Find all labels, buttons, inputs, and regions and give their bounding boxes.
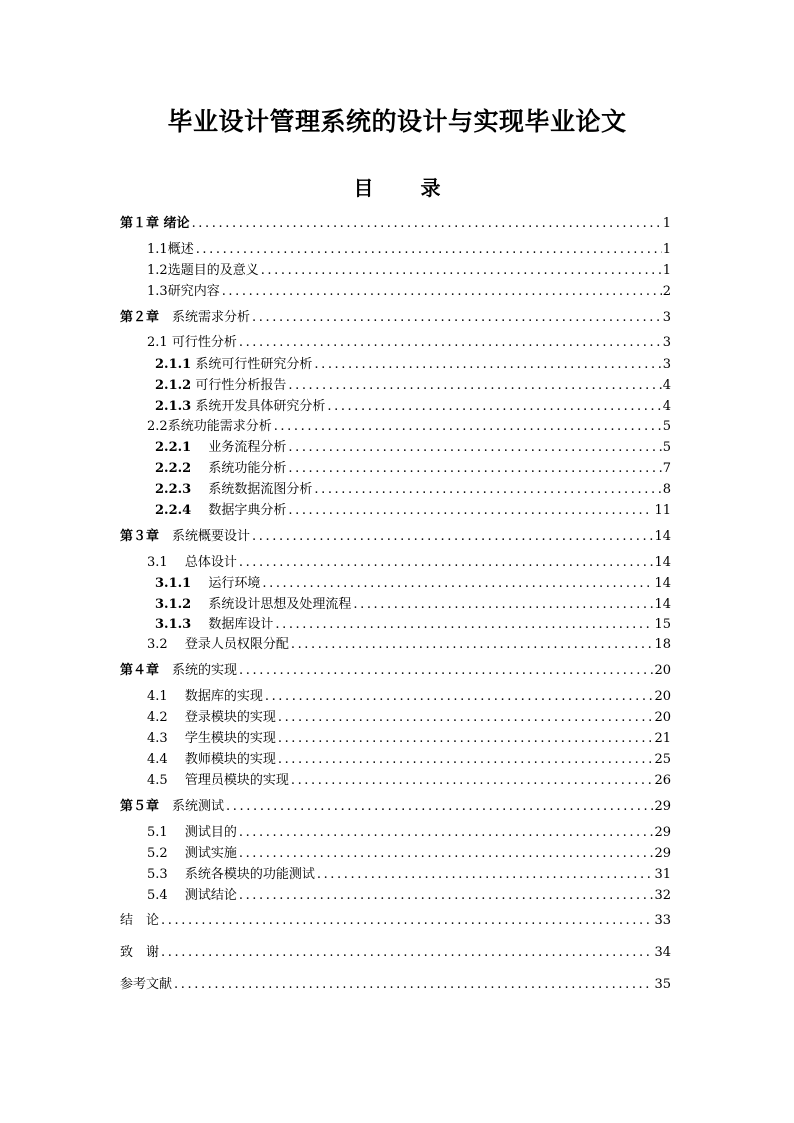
toc-text: 系统开发具体研究分析	[195, 399, 326, 414]
toc-number: 第２章	[120, 310, 160, 325]
toc-leader	[314, 481, 661, 499]
toc-entry-4-3[interactable]	[147, 730, 671, 748]
toc-page: 1	[662, 242, 671, 257]
toc-page: 2	[662, 284, 671, 299]
toc-page: 11	[654, 503, 671, 518]
toc-leader	[261, 262, 662, 280]
toc-leader	[265, 688, 654, 706]
toc-leader	[239, 662, 653, 680]
toc-number: 5.1	[147, 825, 168, 840]
toc-leader	[262, 575, 653, 593]
toc-page: 8	[662, 482, 671, 497]
toc-entry-2-1-1[interactable]	[155, 356, 671, 374]
toc-number: 2.1.1	[155, 357, 192, 372]
toc-text: 概述	[167, 242, 194, 257]
toc-leader	[278, 709, 654, 727]
toc-entry-2-1-3[interactable]	[155, 398, 671, 416]
toc-text: 系统功能需求分析	[167, 419, 272, 434]
toc-text: 教师模块的实现	[184, 752, 276, 767]
toc-entry-acknowledgements[interactable]	[120, 944, 671, 962]
toc-entry-ch4[interactable]	[120, 662, 671, 680]
toc-text: 测试实施	[184, 846, 237, 861]
toc-text: 系统设计思想及处理流程	[208, 597, 352, 612]
toc-entry-4-2[interactable]	[147, 709, 671, 727]
toc-number: 第４章	[120, 663, 160, 678]
toc-text: 测试结论	[184, 888, 237, 903]
toc-number: 2.1	[147, 335, 168, 350]
toc-page: 3	[662, 310, 671, 325]
toc-leader	[288, 439, 661, 457]
toc-leader	[161, 944, 653, 962]
toc-page: 1	[662, 263, 671, 278]
toc-text: 系统概要设计	[172, 529, 251, 544]
toc-leader	[288, 502, 653, 520]
toc-entry-2-2[interactable]	[147, 418, 671, 436]
toc-text: 系统可行性研究分析	[195, 357, 313, 372]
toc-number: 3.1.2	[155, 597, 192, 612]
toc-page: 20	[654, 710, 671, 725]
toc-entry-5-2[interactable]	[147, 845, 671, 863]
toc-text: 系统测试	[172, 799, 225, 814]
toc-text: 总体设计	[184, 555, 237, 570]
toc-text: 测试目的	[184, 825, 237, 840]
toc-page: 32	[654, 888, 671, 903]
toc-entry-5-3[interactable]	[147, 866, 671, 884]
toc-text: 参考文献	[120, 977, 173, 992]
toc-page: 35	[654, 977, 671, 992]
toc-page: 20	[654, 689, 671, 704]
toc-number: 1.2	[147, 263, 168, 278]
toc-number: 3.2	[147, 637, 168, 652]
toc-entry-4-4[interactable]	[147, 751, 671, 769]
toc-text: 系统的实现	[172, 663, 238, 678]
toc-entry-1-1[interactable]	[147, 241, 671, 259]
toc-heading: 目 录	[353, 176, 441, 200]
toc-number: 1.3	[147, 284, 168, 299]
toc-leader	[252, 309, 662, 327]
toc-leader	[161, 912, 653, 930]
toc-entry-3-1-1[interactable]	[155, 575, 671, 593]
toc-leader	[252, 528, 653, 546]
toc-number: 3.1.1	[155, 576, 192, 591]
toc-number: 4.4	[147, 752, 168, 767]
toc-number: 2.2.4	[155, 503, 192, 518]
toc-text: 绪论	[163, 216, 190, 231]
toc-entry-ch1[interactable]	[120, 215, 671, 233]
toc-leader	[226, 798, 653, 816]
toc-entry-3-1-2[interactable]	[155, 596, 671, 614]
toc-text: 学生模块的实现	[184, 731, 276, 746]
toc-number: 2.1.3	[155, 399, 192, 414]
toc-page: 4	[662, 399, 671, 414]
toc-entry-4-1[interactable]	[147, 688, 671, 706]
toc-leader	[317, 866, 654, 884]
toc-entry-2-2-4[interactable]	[155, 502, 671, 520]
toc-number: 第１章	[120, 216, 160, 231]
toc-leader	[174, 976, 653, 994]
toc-entry-3-2[interactable]	[147, 636, 671, 654]
toc-text: 系统数据流图分析	[208, 482, 313, 497]
toc-text: 系统需求分析	[172, 310, 251, 325]
toc-text: 管理员模块的实现	[184, 773, 289, 788]
toc-number: 4.5	[147, 773, 168, 788]
toc-text: 系统各模块的功能测试	[184, 867, 315, 882]
toc-leader	[291, 636, 654, 654]
toc-page: 21	[654, 731, 671, 746]
toc-page: 25	[654, 752, 671, 767]
toc-page: 33	[654, 913, 671, 928]
toc-entry-2-1[interactable]	[147, 334, 671, 352]
toc-leader	[239, 824, 654, 842]
toc-text: 选题目的及意义	[167, 263, 259, 278]
toc-number: 1.1	[147, 242, 168, 257]
toc-leader	[239, 334, 662, 352]
toc-entry-4-5[interactable]	[147, 772, 671, 790]
toc-number: 3.1	[147, 555, 168, 570]
page-title: 毕业设计管理系统的设计与实现毕业论文	[167, 107, 627, 136]
toc-text: 数据字典分析	[208, 503, 287, 518]
toc-page: 26	[654, 773, 671, 788]
toc-entry-2-2-1[interactable]	[155, 439, 671, 457]
toc-page: 7	[662, 461, 671, 476]
toc-page: 20	[654, 663, 671, 678]
toc-leader	[239, 845, 654, 863]
toc-page: 31	[654, 867, 671, 882]
toc-entry-2-2-2[interactable]	[155, 460, 671, 478]
toc-page: 5	[662, 419, 671, 434]
toc-leader	[222, 283, 662, 301]
toc-page: 3	[662, 335, 671, 350]
toc-number: 4.3	[147, 731, 168, 746]
toc-page: 4	[662, 378, 671, 393]
toc-leader	[239, 887, 654, 905]
toc-page: 29	[654, 825, 671, 840]
toc-page: 5	[662, 440, 671, 455]
toc-leader	[288, 377, 661, 395]
toc-entry-ch5[interactable]	[120, 798, 671, 816]
toc-page: 29	[654, 799, 671, 814]
toc-entry-5-4[interactable]	[147, 887, 671, 905]
toc-number: 5.3	[147, 867, 168, 882]
toc-entry-3-1[interactable]	[147, 554, 671, 572]
toc-leader	[274, 418, 662, 436]
toc-leader	[196, 241, 662, 259]
toc-text: 登录模块的实现	[184, 710, 276, 725]
toc-entry-ch3[interactable]	[120, 528, 671, 546]
toc-entry-2-2-3[interactable]	[155, 481, 671, 499]
toc-page: 15	[654, 617, 671, 632]
toc-leader	[275, 616, 653, 634]
toc-page: 3	[662, 357, 671, 372]
toc-leader	[288, 460, 661, 478]
toc-leader	[327, 398, 661, 416]
toc-text: 运行环境	[208, 576, 261, 591]
toc-number: 2.2	[147, 419, 168, 434]
toc-leader	[291, 772, 654, 790]
toc-text: 可行性分析	[171, 335, 237, 350]
toc-number: 5.4	[147, 888, 168, 903]
toc-text: 致 谢	[120, 945, 160, 960]
toc-entry-conclusion[interactable]	[120, 912, 671, 930]
toc-number: 4.2	[147, 710, 168, 725]
toc-page: 14	[654, 597, 671, 612]
toc-number: 2.2.1	[155, 440, 192, 455]
toc-entry-3-1-3[interactable]	[155, 616, 671, 634]
toc-leader	[278, 730, 654, 748]
toc-page: 14	[654, 576, 671, 591]
toc-number: 2.1.2	[155, 378, 192, 393]
toc-leader	[353, 596, 653, 614]
toc-leader	[192, 215, 662, 233]
toc-number: 第３章	[120, 529, 160, 544]
toc-number: 5.2	[147, 846, 168, 861]
toc-text: 业务流程分析	[208, 440, 287, 455]
toc-number: 2.2.3	[155, 482, 192, 497]
toc-text: 系统功能分析	[208, 461, 287, 476]
toc-text: 数据库的实现	[184, 689, 263, 704]
toc-number: 4.1	[147, 689, 168, 704]
toc-page: 29	[654, 846, 671, 861]
toc-text: 研究内容	[167, 284, 220, 299]
toc-text: 可行性分析报告	[195, 378, 287, 393]
toc-entry-2-1-2[interactable]	[155, 377, 671, 395]
toc-number: 2.2.2	[155, 461, 192, 476]
toc-entry-1-2[interactable]	[147, 262, 671, 280]
toc-leader	[239, 554, 654, 572]
toc-page: 1	[662, 216, 671, 231]
toc-number: 3.1.3	[155, 617, 192, 632]
toc-leader	[314, 356, 661, 374]
toc-entry-ch2[interactable]	[120, 309, 671, 327]
toc-leader	[278, 751, 654, 769]
toc-page: 14	[654, 529, 671, 544]
toc-text: 结 论	[120, 913, 160, 928]
toc-entry-1-3[interactable]	[147, 283, 671, 301]
toc-entry-references[interactable]	[120, 976, 671, 994]
toc-text: 登录人员权限分配	[184, 637, 289, 652]
toc-page: 18	[654, 637, 671, 652]
toc-entry-5-1[interactable]	[147, 824, 671, 842]
toc-text: 数据库设计	[208, 617, 274, 632]
toc-page: 34	[654, 945, 671, 960]
toc-number: 第５章	[120, 799, 160, 814]
toc-page: 14	[654, 555, 671, 570]
